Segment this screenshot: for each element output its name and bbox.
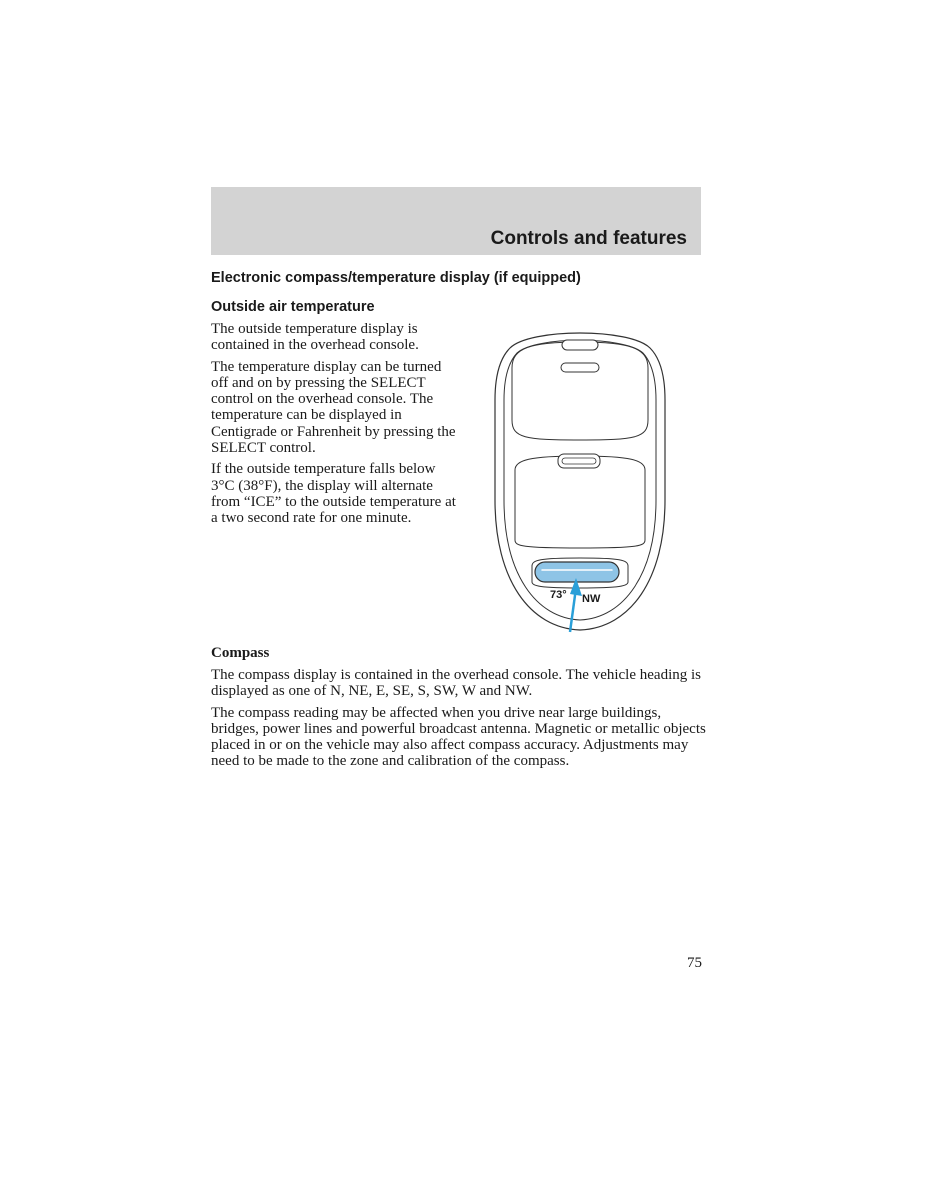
outside-air-temperature-text xyxy=(211,321,461,532)
compass-text xyxy=(211,667,706,775)
upper-latch xyxy=(562,340,598,350)
paragraph: The compass reading may be affected when you drive near large buildings, bridges, power lines and powerful broadcast antenna. Magnetic or metallic objects placed in or on the vehicle may also affect compass accuracy. Adjustments may need to be made to the zone and calibration of the compass. xyxy=(211,704,706,770)
section-title: Electronic compass/temperature display (if equipped) xyxy=(211,270,581,286)
compass-heading: Compass xyxy=(211,645,270,661)
lower-latch-inner xyxy=(562,458,596,464)
compass-temperature-display xyxy=(535,562,619,582)
lower-panel xyxy=(515,456,645,548)
display-heading-label: NW xyxy=(582,593,601,605)
header-band xyxy=(211,187,701,255)
outside-air-temperature-heading: Outside air temperature xyxy=(211,299,375,315)
paragraph: The compass display is contained in the overhead console. The vehicle heading is displayed as one of N, NE, E, SE, S, SW, W and NW. xyxy=(211,667,701,700)
overhead-console-illustration xyxy=(490,320,670,635)
page-header-title: Controls and features xyxy=(490,228,687,249)
upper-slot xyxy=(561,363,599,372)
upper-panel xyxy=(512,342,648,440)
page-number: 75 xyxy=(687,955,702,971)
paragraph: If the outside temperature falls below 3°C (38°F), the display will alternate from “ICE” to the outside temperature at a two second rate for one minute. xyxy=(211,461,456,527)
display-temp-label: 73° xyxy=(550,589,567,601)
paragraph: The temperature display can be turned off and on by pressing the SELECT control on the overhead console. The temperature can be displayed in Centigrade or Fahrenheit by pressing the SELECT control. xyxy=(211,358,456,457)
overhead-console-svg xyxy=(490,320,670,635)
paragraph: The outside temperature display is contained in the overhead console. xyxy=(211,321,419,354)
